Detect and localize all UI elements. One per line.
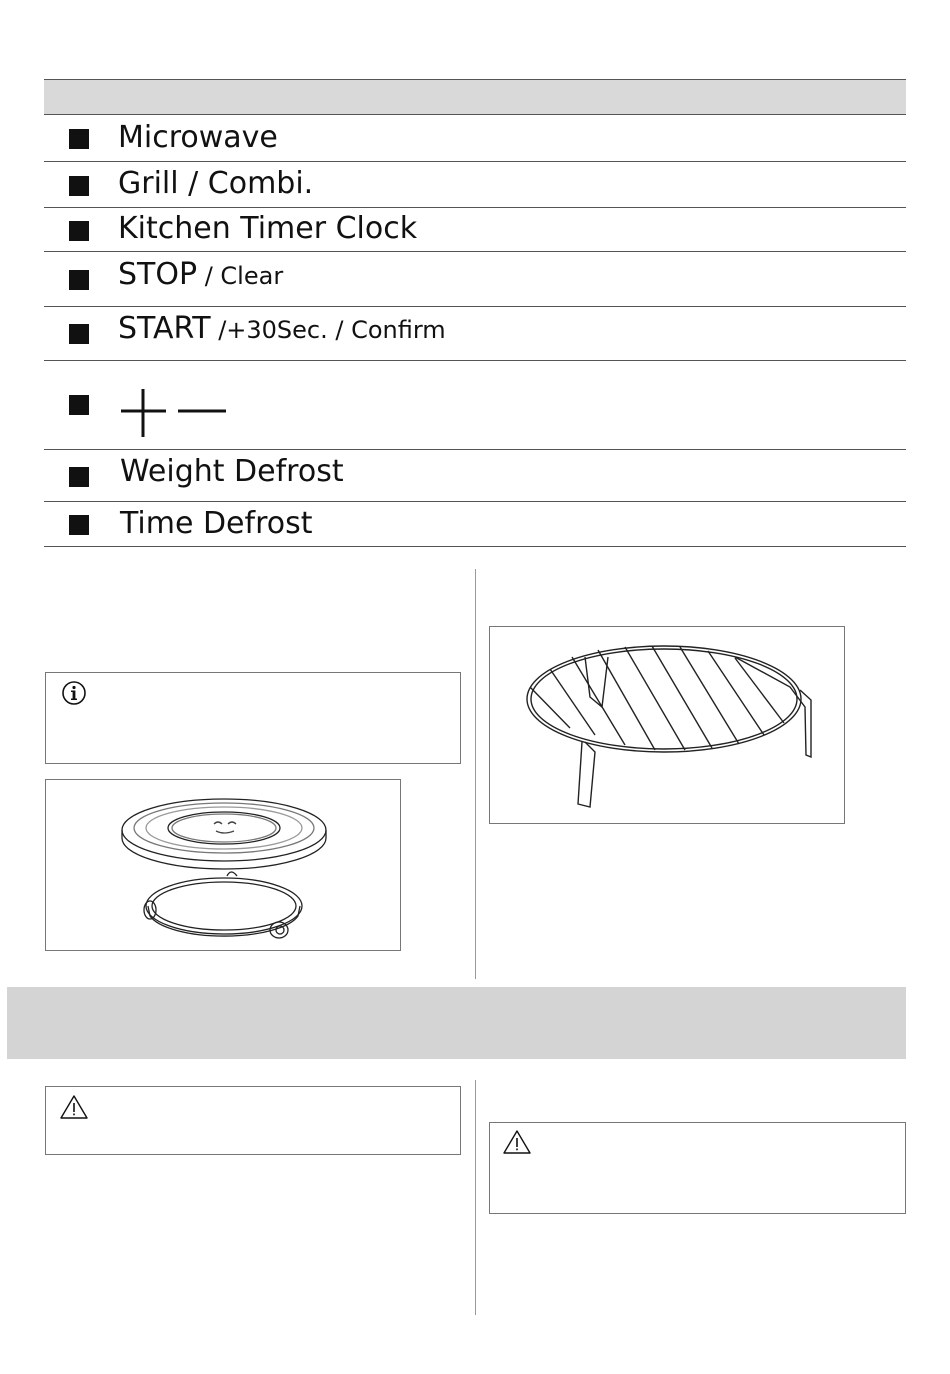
control-label: Time Defrost bbox=[120, 506, 313, 541]
controls-table-header bbox=[44, 79, 906, 115]
section-banner bbox=[7, 987, 906, 1059]
square-bullet-icon bbox=[69, 129, 89, 149]
square-bullet-icon bbox=[69, 395, 89, 415]
control-row-microwave bbox=[44, 115, 906, 162]
control-row-time-defrost bbox=[44, 502, 906, 547]
control-row-grill bbox=[44, 162, 906, 208]
control-row-stop bbox=[44, 252, 906, 307]
wire-rack-illustration bbox=[490, 627, 846, 825]
control-label: Weight Defrost bbox=[120, 454, 344, 489]
square-bullet-icon bbox=[69, 467, 89, 487]
turntable-figure bbox=[45, 779, 401, 951]
warning-box-left bbox=[45, 1086, 461, 1155]
control-label: Kitchen Timer Clock bbox=[118, 211, 418, 246]
square-bullet-icon bbox=[69, 515, 89, 535]
info-note-box bbox=[45, 672, 461, 764]
control-label: Grill / Combi. bbox=[118, 166, 314, 201]
warning-triangle-icon bbox=[502, 1129, 532, 1155]
column-divider bbox=[475, 1080, 476, 1315]
control-row-start bbox=[44, 307, 906, 361]
control-row-plus-minus bbox=[44, 361, 906, 450]
square-bullet-icon bbox=[69, 324, 89, 344]
info-icon bbox=[60, 679, 88, 707]
clear-label: / Clear bbox=[197, 262, 284, 290]
control-row-weight-defrost bbox=[44, 450, 906, 502]
control-label bbox=[118, 257, 284, 292]
warning-box-right bbox=[489, 1122, 906, 1214]
plus-minus-icon bbox=[116, 385, 231, 441]
start-label: START bbox=[118, 311, 211, 346]
square-bullet-icon bbox=[69, 270, 89, 290]
turntable-glass-plate-illustration bbox=[46, 780, 402, 952]
column-divider bbox=[475, 569, 476, 979]
control-row-kitchen-timer bbox=[44, 208, 906, 252]
warning-triangle-icon bbox=[59, 1094, 89, 1120]
start-suffix-label: /+30Sec. / Confirm bbox=[210, 316, 446, 344]
square-bullet-icon bbox=[69, 221, 89, 241]
control-label: Microwave bbox=[118, 120, 278, 155]
square-bullet-icon bbox=[69, 176, 89, 196]
wire-rack-figure bbox=[489, 626, 845, 824]
control-label bbox=[118, 311, 446, 346]
stop-label: STOP bbox=[118, 257, 198, 292]
